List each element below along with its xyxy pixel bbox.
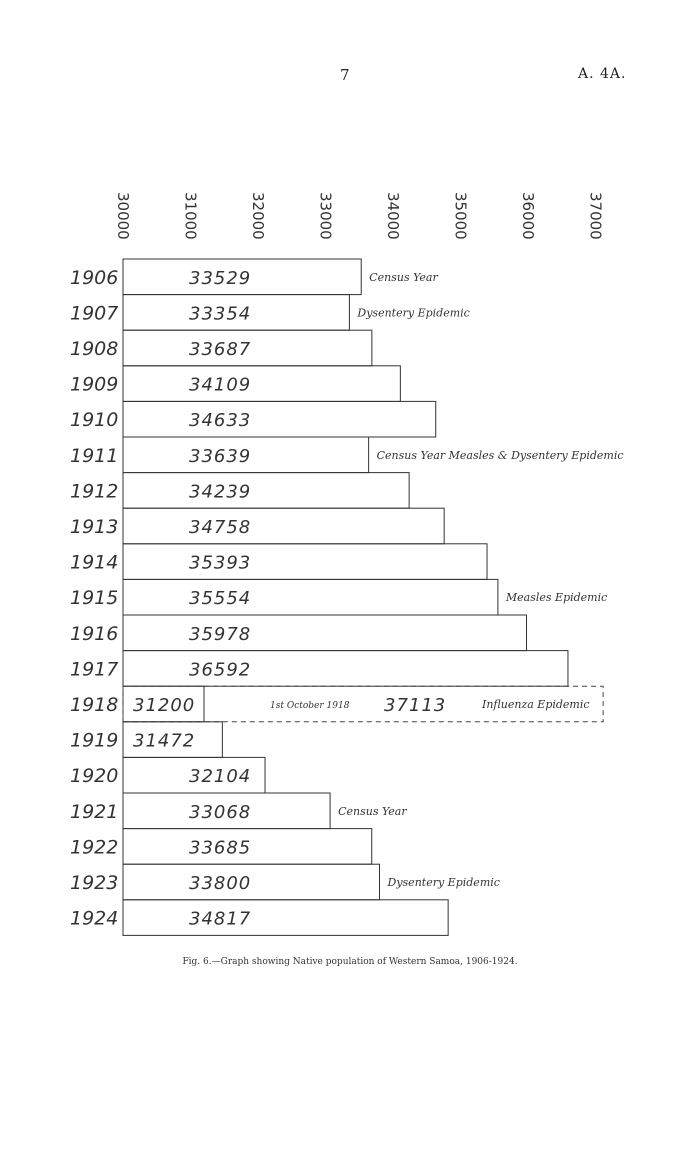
tick-label: 37000 [586, 192, 605, 240]
bar [123, 508, 444, 544]
tick-label: 35000 [451, 192, 470, 240]
year-label: 1922 [70, 836, 119, 859]
bar [123, 615, 527, 651]
bar-value-label: 31200 [133, 695, 196, 716]
year-label: 1911 [70, 444, 119, 467]
bar-value-label: 33687 [189, 339, 252, 360]
annotation-label: Measles Epidemic [505, 591, 608, 605]
bar-value-label: 33068 [189, 801, 252, 823]
year-label: 1918 [70, 694, 119, 716]
bar-value-label: 34109 [189, 374, 252, 396]
year-label: 1919 [70, 729, 119, 752]
year-label: 1915 [70, 587, 119, 610]
tick-label: 31000 [181, 192, 200, 240]
bar [123, 900, 448, 936]
bar-value-label: 34758 [189, 517, 252, 538]
bar-value-label: 33639 [189, 445, 252, 467]
annotation-label: Census Year [369, 270, 438, 284]
bar [123, 579, 498, 615]
page-number: 7 [340, 66, 350, 84]
pre-epidemic-value-label: 37113 [384, 695, 447, 716]
annotation-label: Dysentery Epidemic [387, 876, 500, 889]
year-label: 1923 [70, 872, 119, 894]
page-reference: A. 4A. [578, 66, 627, 82]
year-label: 1910 [70, 409, 119, 432]
annotation-label: Census Year [338, 804, 407, 818]
year-label: 1907 [70, 302, 119, 325]
bar-value-label: 32104 [189, 766, 252, 788]
tick-label: 32000 [249, 192, 267, 240]
bar-value-label: 35978 [189, 623, 252, 645]
year-label: 1914 [70, 551, 119, 574]
bar-value-label: 34817 [189, 908, 252, 930]
bar-value-label: 34633 [189, 410, 252, 432]
bar-value-label: 35554 [189, 588, 252, 610]
year-label: 1924 [70, 907, 119, 930]
bar-value-label: 36592 [189, 659, 252, 681]
year-label: 1912 [70, 480, 119, 503]
bar [123, 544, 487, 580]
year-label: 1917 [70, 658, 119, 681]
bar [123, 366, 400, 402]
bar-value-label: 35393 [189, 552, 252, 574]
pre-epidemic-date-label: 1st October 1918 [270, 701, 350, 711]
annotation-label: Census Year Measles & Dysentery Epidemic [376, 448, 624, 462]
bar-value-label: 33685 [189, 837, 252, 859]
bar-value-label: 33800 [189, 873, 252, 894]
tick-label: 30000 [114, 192, 132, 240]
bar [123, 473, 409, 509]
bar-value-label: 33529 [189, 267, 252, 289]
tick-label: 33000 [316, 192, 335, 240]
tick-label: 34000 [384, 192, 402, 240]
bar [123, 401, 436, 437]
year-label: 1909 [70, 373, 119, 396]
tick-label: 36000 [519, 192, 537, 240]
bar-value-label: 33354 [189, 303, 252, 325]
year-label: 1920 [70, 765, 119, 788]
bar-value-label: 31472 [133, 730, 196, 752]
bar-value-label: 34239 [189, 481, 252, 503]
year-label: 1908 [70, 338, 119, 360]
year-label: 1921 [70, 800, 119, 823]
annotation-label: Influenza Epidemic [482, 698, 590, 711]
year-label: 1916 [70, 622, 119, 645]
annotation-label: Dysentery Epidemic [357, 306, 470, 320]
figure-caption: Fig. 6.—Graph showing Native population of Western Samoa, 1906-1924. [182, 957, 518, 967]
year-label: 1913 [70, 516, 119, 538]
year-label: 1906 [70, 266, 119, 289]
